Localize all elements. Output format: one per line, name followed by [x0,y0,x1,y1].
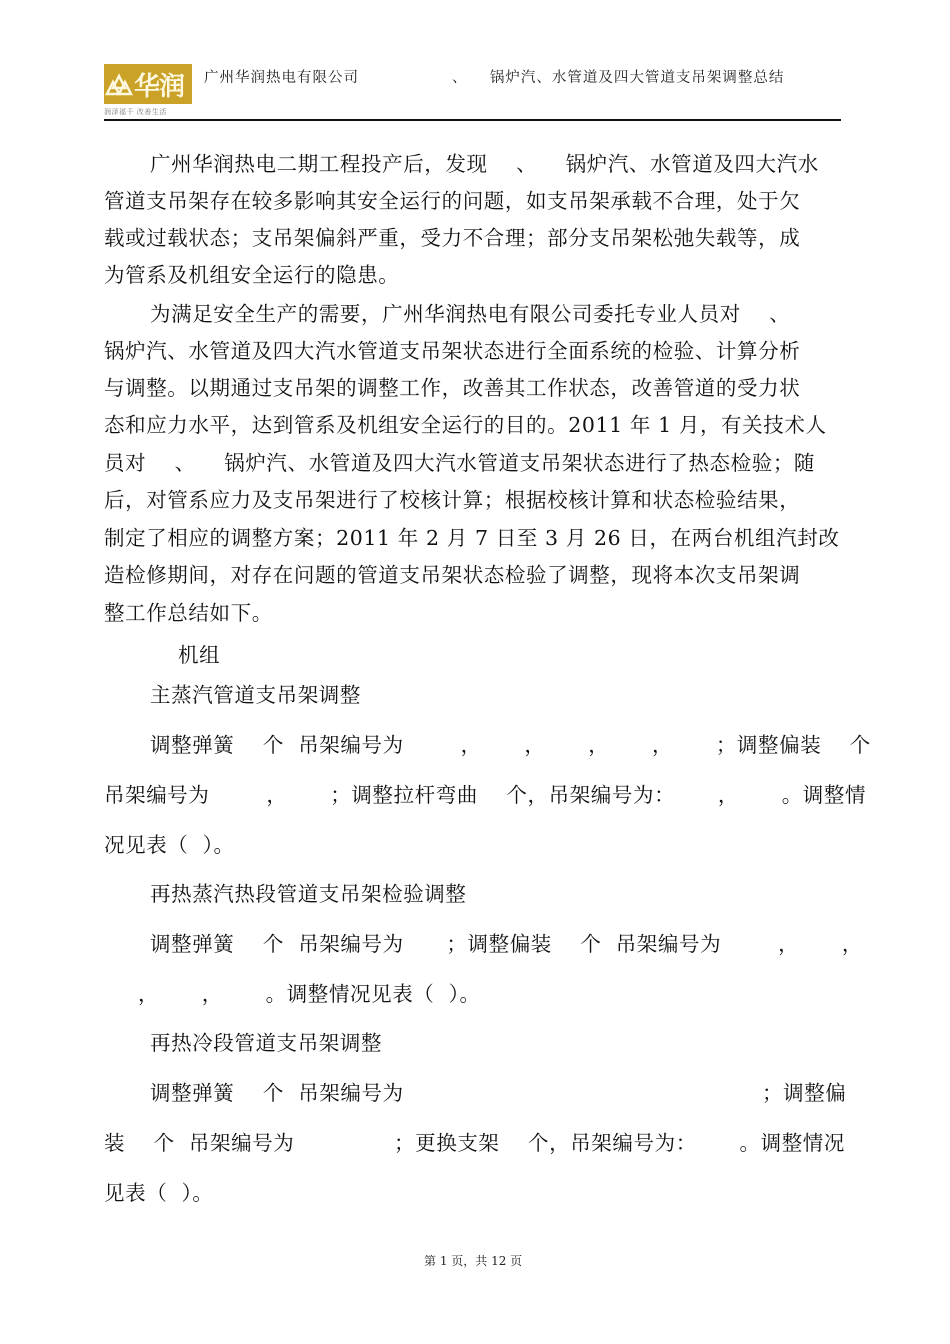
body-line: 造检修期间，对存在问题的管道支吊架状态检验了调整，现将本次支吊架调 [104,563,801,587]
body-line: 态和应力水平，达到管系及机组安全运行的目的。2011 年 1 月，有关技术人 [104,413,827,437]
page-number: 第 1 页，共 12 页 [424,1254,523,1268]
body-line: 与调整。以期通过支吊架的调整工作，改善其工作状态，改善管道的受力状 [104,376,801,400]
body-line: 吊架编号为 ， ；调整拉杆弯曲 个，吊架编号为： ， 。调整情 [104,783,867,807]
body-line: 装 个 吊架编号为 ；更换支架 个，吊架编号为： 。调整情况 [104,1131,845,1155]
header-title: 、 锅炉汽、水管道及四大管道支吊架调整总结 [452,70,785,86]
body-line: 制定了相应的调整方案；2011 年 2 月 7 日至 3 月 26 日，在两台机组汽封改 [104,526,840,550]
body-line: 为管系及机组安全运行的隐患。 [104,263,400,287]
section-heading: 再热蒸汽热段管道支吊架检验调整 [150,882,467,906]
body-line: 调整弹簧 个 吊架编号为 [150,1081,404,1105]
body-line: ， ， 。调整情况见表（ ）。 [138,982,481,1006]
section-heading: 主蒸汽管道支吊架调整 [150,683,361,707]
body-line: 广州华润热电二期工程投产后，发现 、 锅炉汽、水管道及四大汽水 [150,152,819,176]
body-line: 后，对管系应力及支吊架进行了校核计算；根据校核计算和状态检验结果， [104,488,801,512]
body-line: 载或过载状态；支吊架偏斜严重，受力不合理；部分支吊架松弛失载等，成 [104,226,801,250]
body-line-tail: ；调整偏 [762,1081,847,1105]
header-company: 广州华润热电有限公司 [204,70,359,86]
body-line: 见表（ ）。 [104,1181,214,1205]
section-heading-unit: 机组 [178,643,221,667]
body-line: 为满足安全生产的需要，广州华润热电有限公司委托专业人员对 、 [150,302,791,326]
logo-mark-icon [104,70,134,98]
logo-slogan: 润泽福千 改善生活 [104,108,167,116]
logo-text: 华润 [134,72,185,102]
section-heading: 再热冷段管道支吊架调整 [150,1031,383,1055]
body-line: 调整弹簧 个 吊架编号为 ；调整偏装 个 吊架编号为 ， ， [150,932,864,956]
body-line: 管道支吊架存在较多影响其安全运行的问题，如支吊架承载不合理，处于欠 [104,189,801,213]
body-line: 锅炉汽、水管道及四大汽水管道支吊架状态进行全面系统的检验、计算分析 [104,339,801,363]
body-line: 况见表（ ）。 [104,833,235,857]
body-line: 员对 、 锅炉汽、水管道及四大汽水管道支吊架状态进行了热态检验；随 [104,451,816,475]
body-line: 整工作总结如下。 [104,601,273,625]
company-logo [104,64,192,104]
header-divider [104,119,841,121]
body-line: 调整弹簧 个 吊架编号为 ， ， ， ， ；调整偏装 个 [150,733,871,757]
